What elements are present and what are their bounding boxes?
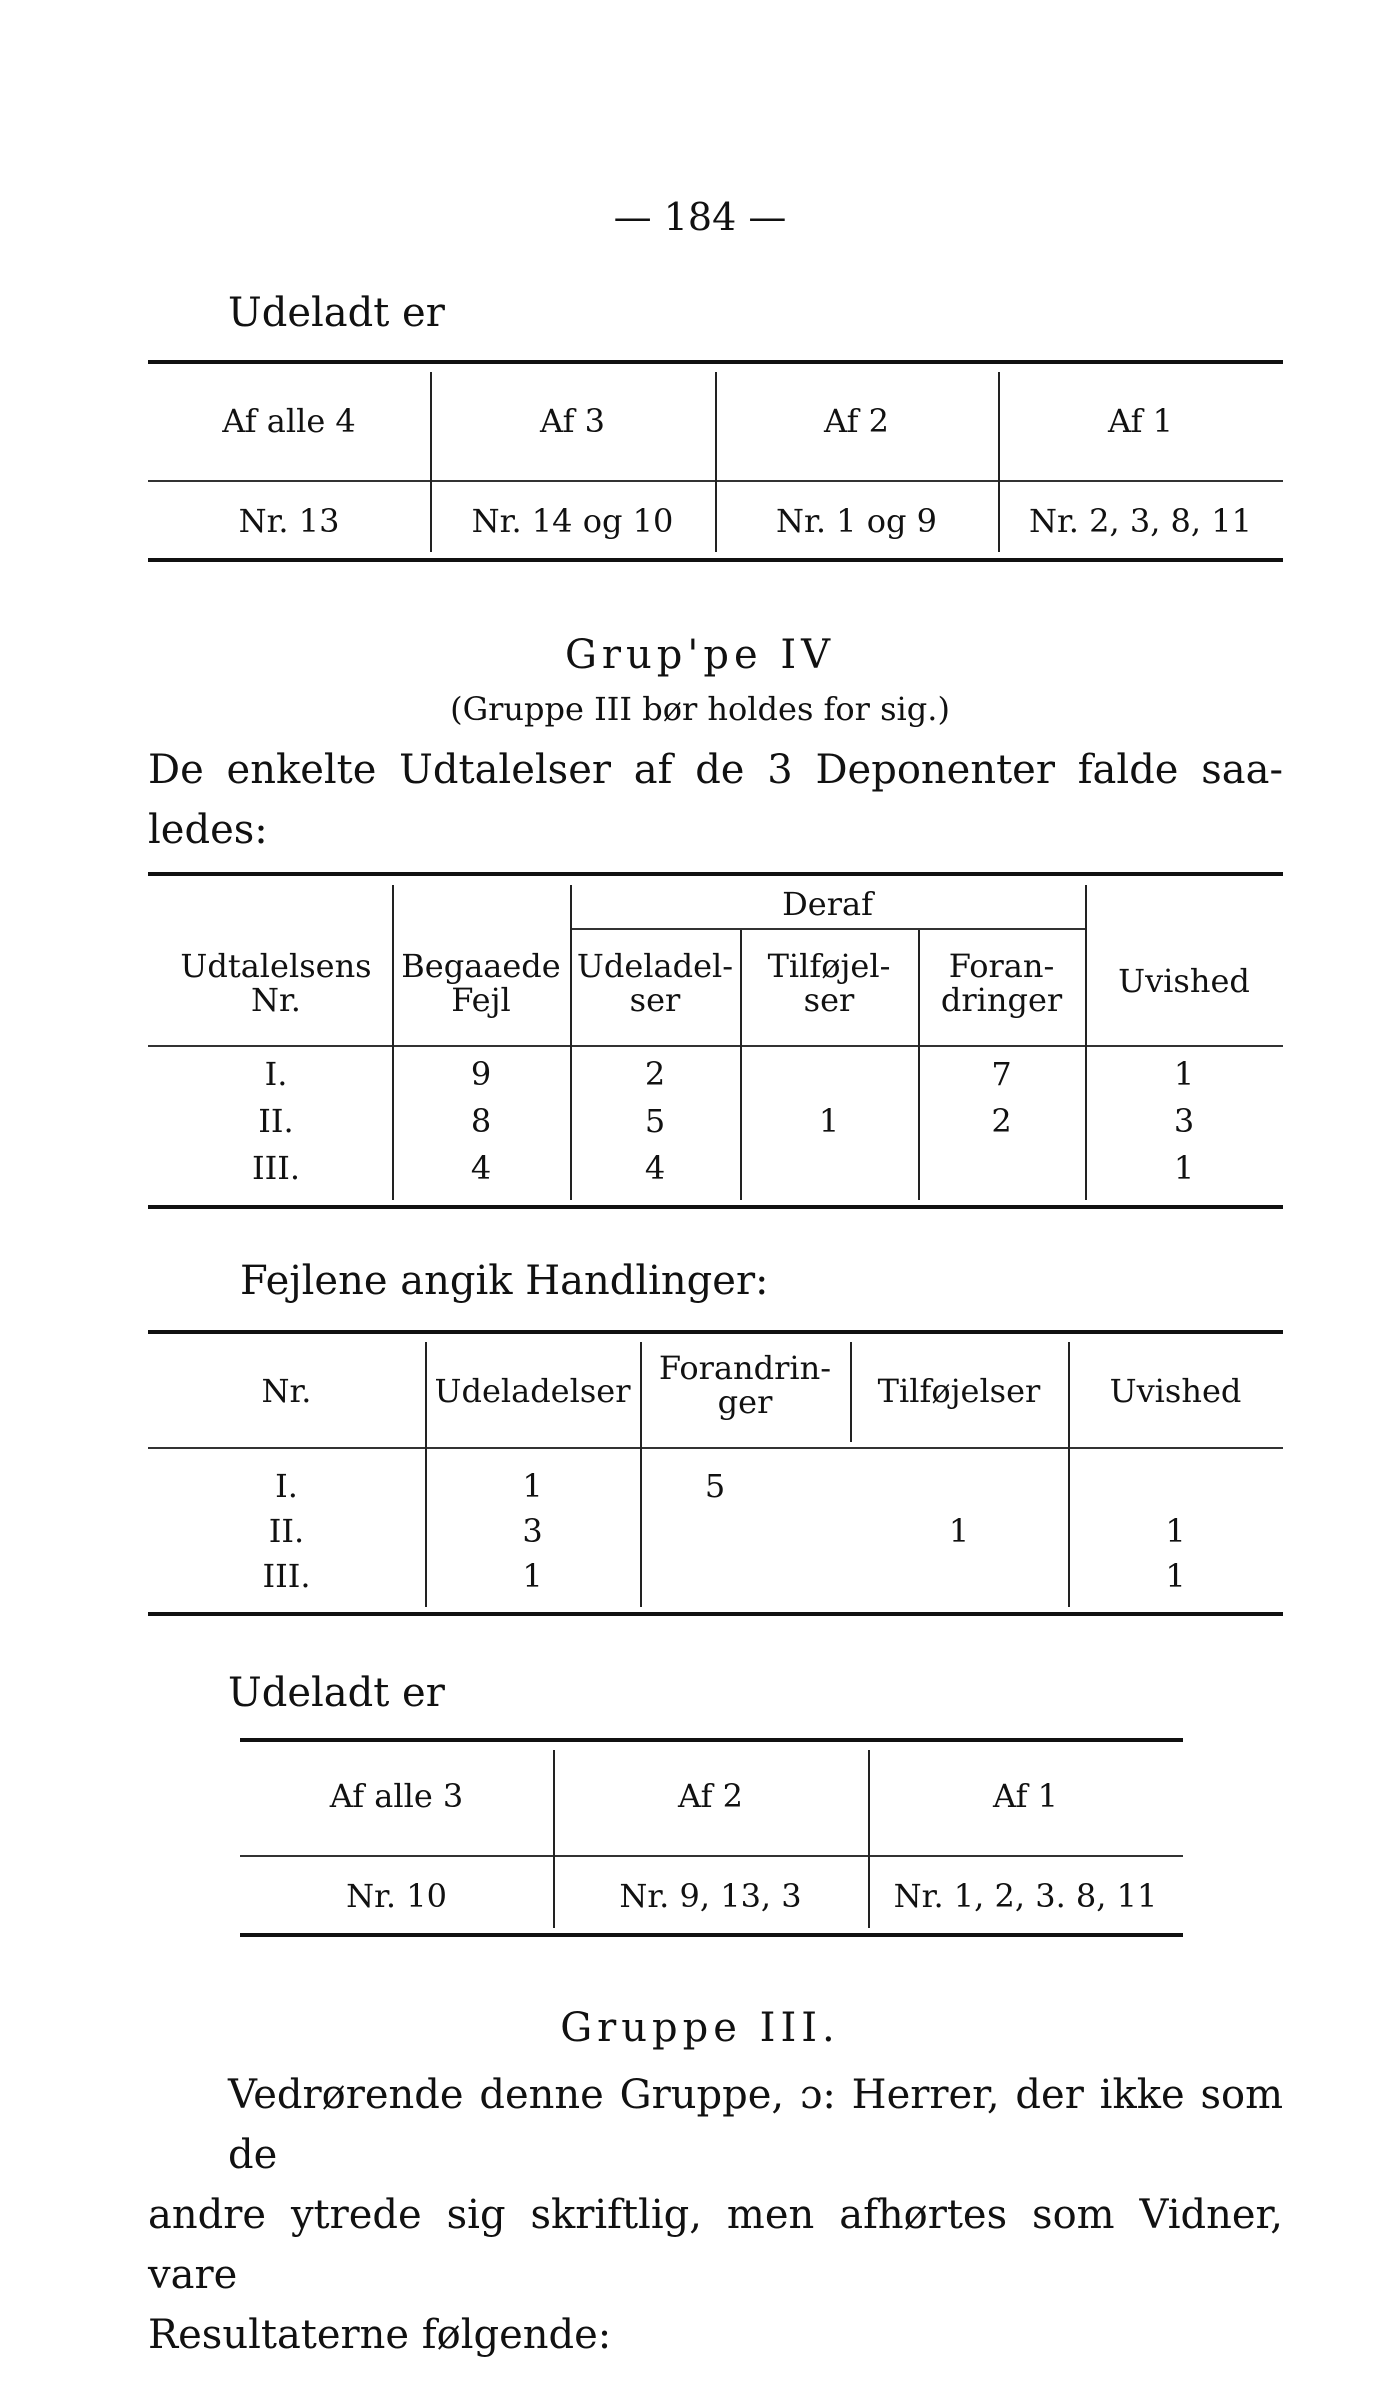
t2-header-tilfojelser: Tilføjelser bbox=[877, 1372, 1041, 1410]
section2-header-cell: Af 1 bbox=[993, 1777, 1058, 1815]
page-number: — 184 — bbox=[613, 195, 787, 239]
section1-value-cell: Nr. 13 bbox=[238, 502, 340, 540]
header-line: ser bbox=[629, 980, 681, 1019]
rule bbox=[148, 558, 1283, 562]
header-nr bbox=[160, 947, 392, 1019]
section1-header-cell: Af 2 bbox=[824, 402, 889, 440]
header-line: Begaaede bbox=[401, 947, 561, 985]
row-foran: 2 bbox=[991, 1102, 1012, 1140]
header-line: dringer bbox=[940, 980, 1063, 1019]
paragraph-line: andre ytrede sig skriftlig, men afhørtes som Vidner, vare bbox=[148, 2192, 1283, 2298]
rule bbox=[148, 1612, 1283, 1616]
rule bbox=[148, 1330, 1283, 1334]
row-fejl: 4 bbox=[470, 1149, 492, 1187]
t2-header-udeladelser: Udeladelser bbox=[434, 1372, 631, 1410]
group4-title: Grup'pe IV bbox=[564, 632, 836, 678]
group4-intro bbox=[148, 740, 1283, 860]
header-fejl bbox=[392, 947, 570, 1019]
intro-line: De enkelte Udtalelser af de 3 Deponenter falde saa- bbox=[148, 747, 1283, 793]
row-udel: 2 bbox=[644, 1055, 666, 1093]
rule bbox=[240, 1855, 1183, 1857]
t2-row-nr: II. bbox=[268, 1512, 305, 1550]
section1-header-cell: Af alle 4 bbox=[222, 402, 356, 440]
row-tilf: 1 bbox=[818, 1102, 840, 1140]
group3-paragraph bbox=[148, 2065, 1283, 2365]
header-line: Foran- bbox=[948, 947, 1055, 985]
row-udel: 5 bbox=[644, 1102, 666, 1140]
row-nr: III. bbox=[251, 1149, 301, 1187]
header-line: Fejl bbox=[451, 980, 511, 1019]
t2-row-uvished: 1 bbox=[1165, 1557, 1186, 1595]
header-line: ger bbox=[717, 1382, 773, 1421]
section2-header-cell: Af alle 3 bbox=[329, 1777, 464, 1815]
deraf-rule bbox=[570, 928, 1085, 930]
header-line: Nr. bbox=[251, 980, 301, 1019]
row-fejl: 8 bbox=[470, 1102, 492, 1140]
deraf-label: Deraf bbox=[782, 885, 873, 923]
row-uvished: 3 bbox=[1173, 1102, 1195, 1140]
row-foran: 7 bbox=[991, 1055, 1012, 1093]
section1-value-cell: Nr. 14 og 10 bbox=[471, 502, 674, 540]
row-uvished: 1 bbox=[1173, 1055, 1195, 1093]
header-line: Udtalelsens bbox=[180, 947, 372, 985]
paragraph-line: Vedrørende denne Gruppe, ɔ: Herrer, der ikke som de bbox=[228, 2072, 1283, 2178]
section1-heading: Udeladt er bbox=[228, 290, 445, 336]
group3-title: Gruppe III. bbox=[560, 2005, 840, 2051]
section2-value-cell: Nr. 10 bbox=[346, 1877, 447, 1915]
rule bbox=[148, 1205, 1283, 1209]
row-fejl: 9 bbox=[470, 1055, 492, 1093]
section2-value-cell: Nr. 9, 13, 3 bbox=[619, 1877, 802, 1915]
row-uvished: 1 bbox=[1173, 1149, 1195, 1187]
t2-header-forandringer bbox=[640, 1349, 850, 1421]
section1-header-cell: Af 3 bbox=[540, 402, 605, 440]
header-line: Udeladel- bbox=[576, 947, 734, 985]
section1-value-cell: Nr. 1 og 9 bbox=[776, 502, 937, 540]
t2-header-nr: Nr. bbox=[261, 1372, 312, 1410]
t2-row-udel: 1 bbox=[522, 1557, 543, 1595]
section1-value-cell: Nr. 2, 3, 8, 11 bbox=[1029, 502, 1252, 540]
t2-row-udel: 3 bbox=[522, 1512, 543, 1550]
header-line: Forandrin- bbox=[658, 1349, 832, 1387]
rule bbox=[148, 872, 1283, 876]
header-udeladelser bbox=[570, 947, 740, 1019]
header-tilfojelser bbox=[740, 947, 918, 1019]
section1-header-cell: Af 1 bbox=[1108, 402, 1173, 440]
header-line: Tilføjel- bbox=[767, 947, 891, 985]
rule bbox=[240, 1738, 1183, 1742]
t2-header-uvished: Uvished bbox=[1109, 1372, 1242, 1410]
rule bbox=[148, 1045, 1283, 1047]
header-forandringer bbox=[918, 947, 1085, 1019]
t2-row-foran: 5 bbox=[704, 1467, 726, 1505]
paragraph-line: Resultaterne følgende: bbox=[148, 2312, 612, 2358]
rule bbox=[240, 1933, 1183, 1937]
t2-row-udel: 1 bbox=[522, 1467, 543, 1505]
row-udel: 4 bbox=[644, 1149, 666, 1187]
row-nr: I. bbox=[264, 1055, 288, 1093]
group4-subtitle: (Gruppe III bør holdes for sig.) bbox=[450, 690, 950, 728]
rule bbox=[148, 1447, 1283, 1449]
t2-row-nr: I. bbox=[275, 1467, 298, 1505]
intro-line: ledes: bbox=[148, 807, 268, 853]
header-uvished: Uvished bbox=[1118, 962, 1250, 1000]
header-line: ser bbox=[803, 980, 855, 1019]
section2-value-cell: Nr. 1, 2, 3. 8, 11 bbox=[893, 1877, 1158, 1915]
t2-row-tilf: 1 bbox=[948, 1512, 970, 1550]
row-nr: II. bbox=[258, 1102, 294, 1140]
section2-header-cell: Af 2 bbox=[678, 1777, 743, 1815]
t2-row-uvished: 1 bbox=[1165, 1512, 1186, 1550]
t2-row-nr: III. bbox=[262, 1557, 311, 1595]
rule bbox=[148, 360, 1283, 364]
section2-heading: Udeladt er bbox=[228, 1670, 445, 1716]
table2-heading: Fejlene angik Handlinger: bbox=[240, 1258, 769, 1304]
